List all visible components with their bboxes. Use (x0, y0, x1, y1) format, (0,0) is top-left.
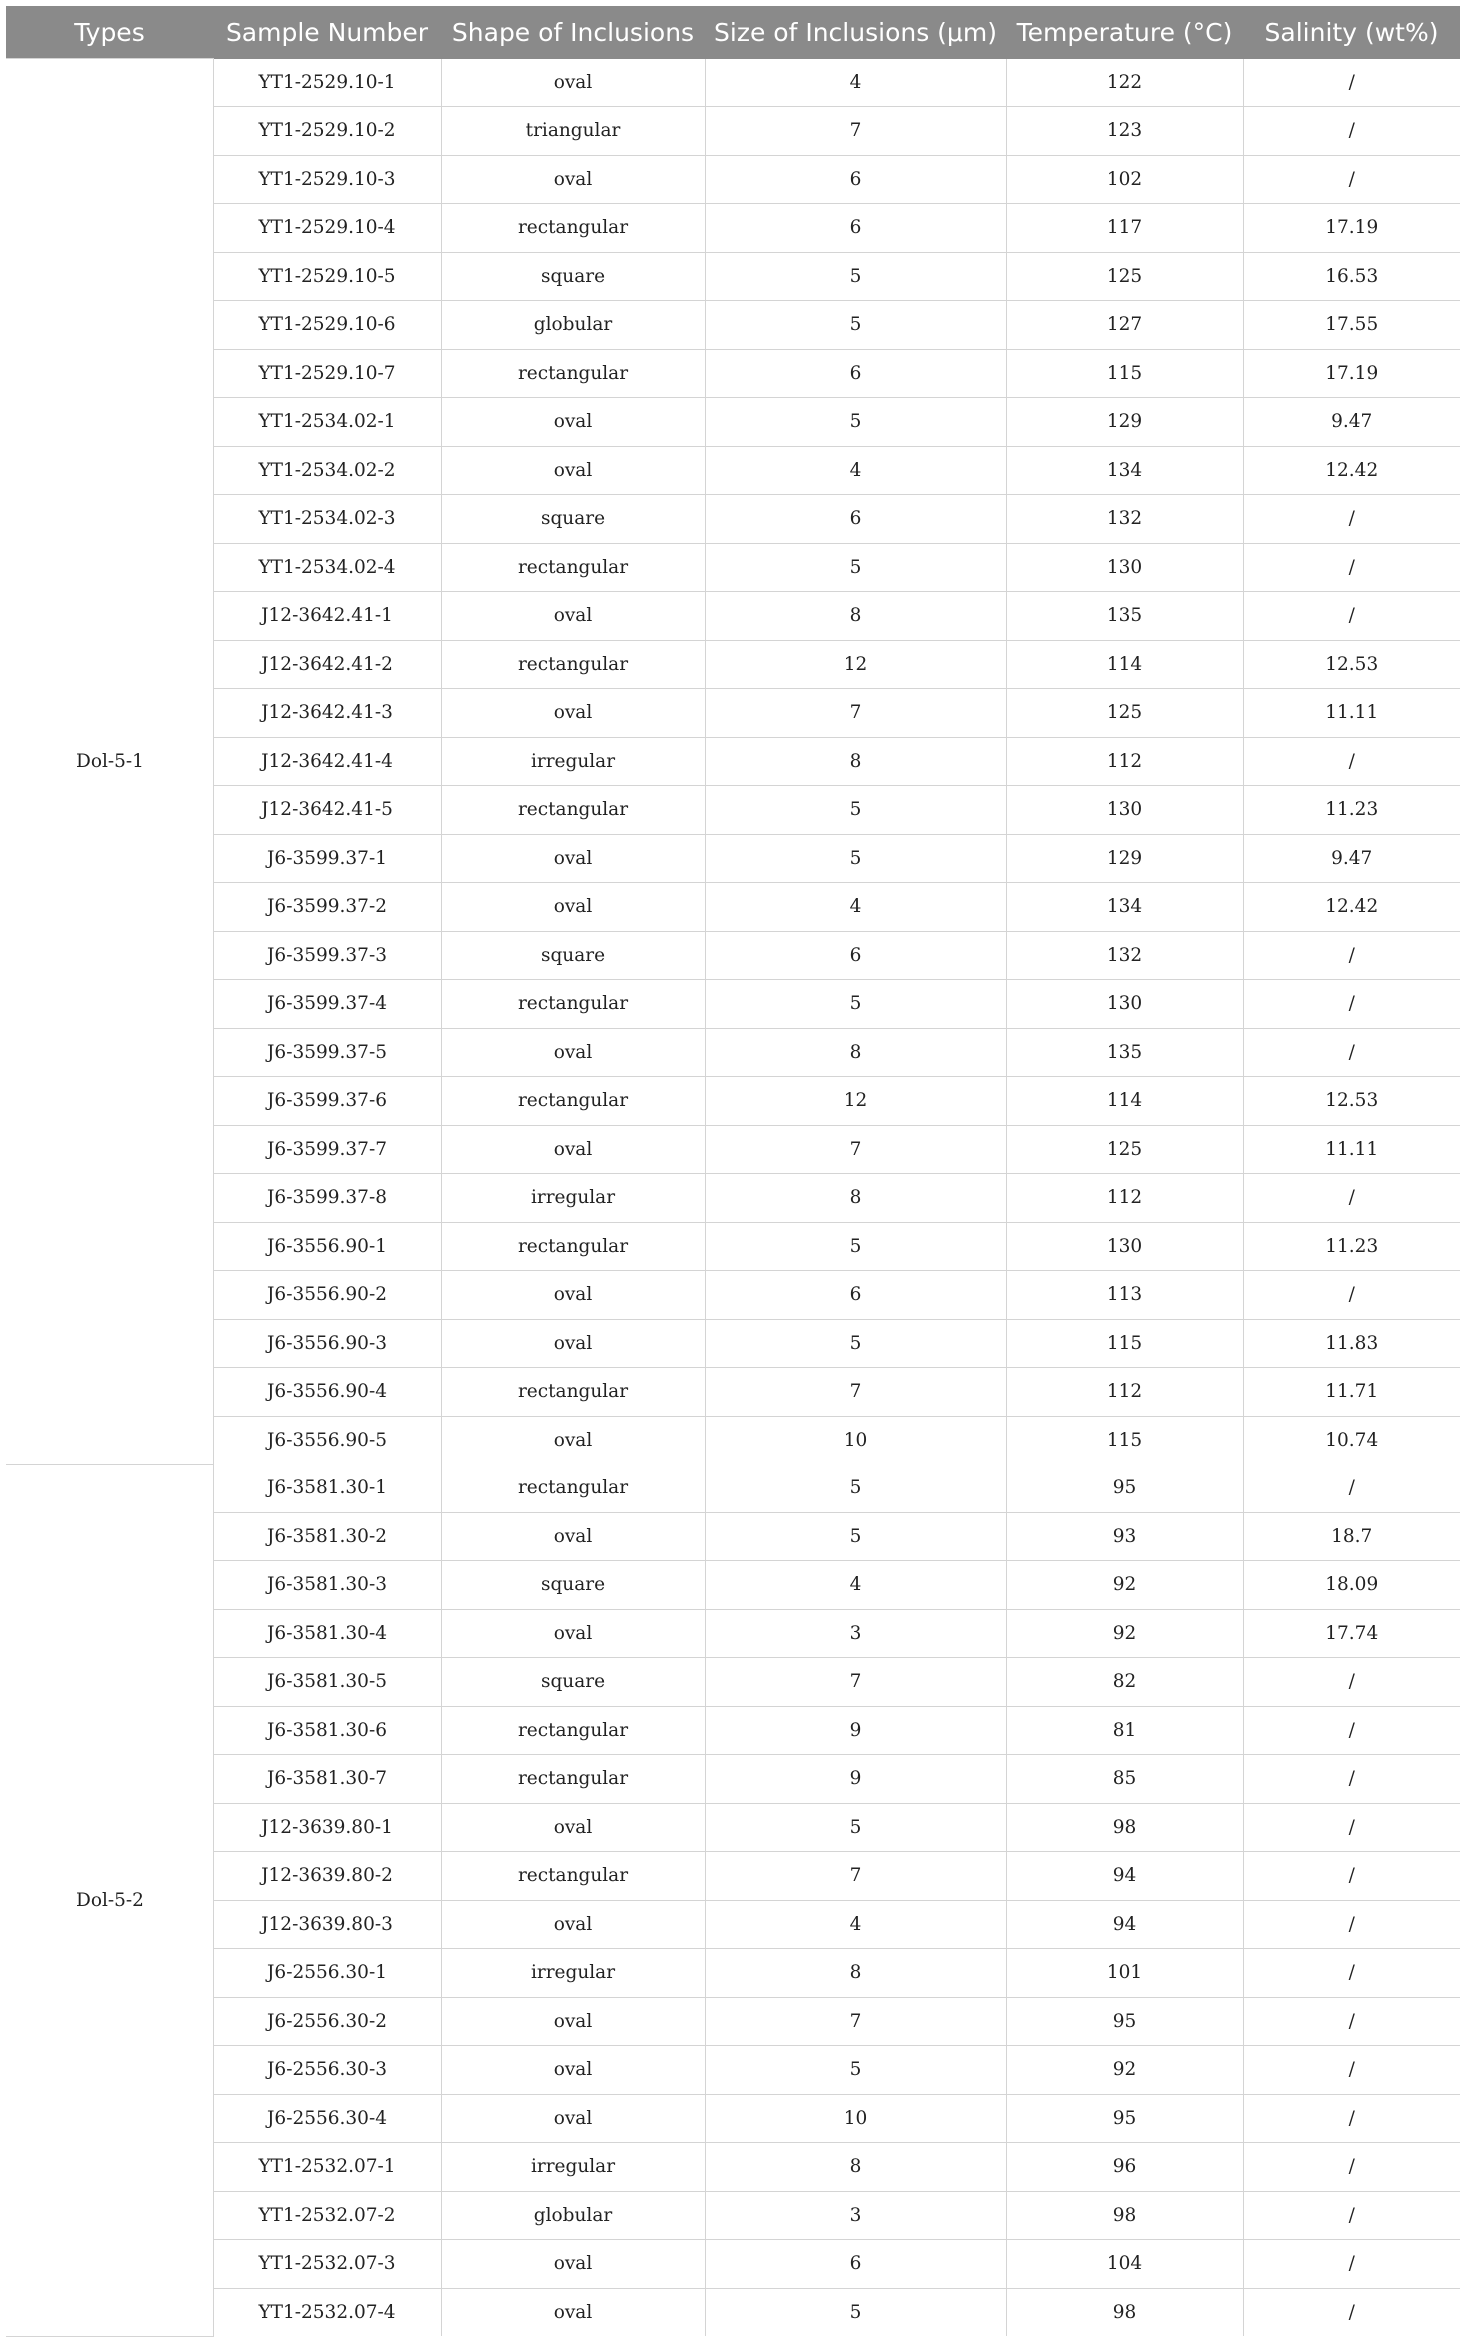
table-row (6, 204, 1460, 253)
cell-shape: oval (441, 1900, 705, 1949)
cell-temperature: 134 (1006, 446, 1243, 495)
table-body (6, 59, 1460, 2337)
cell-size: 6 (705, 155, 1006, 204)
table-row (6, 1222, 1460, 1271)
cell-size: 8 (705, 1028, 1006, 1077)
cell-shape: irregular (441, 737, 705, 786)
cell-salinity: 11.23 (1243, 786, 1460, 835)
cell-size: 6 (705, 1271, 1006, 1320)
cell-temperature: 130 (1006, 1222, 1243, 1271)
cell-shape: rectangular (441, 786, 705, 835)
cell-temperature: 85 (1006, 1755, 1243, 1804)
table-row (6, 2143, 1460, 2192)
cell-salinity: 16.53 (1243, 252, 1460, 301)
cell-temperature: 134 (1006, 883, 1243, 932)
cell-sample-number: J6-3599.37-1 (213, 834, 441, 883)
cell-temperature: 125 (1006, 689, 1243, 738)
cell-temperature: 96 (1006, 2143, 1243, 2192)
cell-size: 10 (705, 2094, 1006, 2143)
cell-temperature: 125 (1006, 252, 1243, 301)
cell-sample-number: J6-3556.90-1 (213, 1222, 441, 1271)
cell-salinity: 18.7 (1243, 1512, 1460, 1561)
cell-salinity: / (1243, 2191, 1460, 2240)
cell-shape: oval (441, 834, 705, 883)
cell-sample-number: J6-2556.30-1 (213, 1949, 441, 1998)
cell-shape: oval (441, 1416, 705, 1464)
table-row (6, 1852, 1460, 1901)
cell-size: 5 (705, 786, 1006, 835)
cell-shape: oval (441, 1512, 705, 1561)
cell-temperature: 132 (1006, 495, 1243, 544)
cell-sample-number: J6-3556.90-3 (213, 1319, 441, 1368)
header-temperature: Temperature (°C) (1006, 6, 1243, 59)
cell-sample-number: J6-2556.30-4 (213, 2094, 441, 2143)
cell-size: 5 (705, 1803, 1006, 1852)
cell-temperature: 115 (1006, 349, 1243, 398)
cell-shape: irregular (441, 1174, 705, 1223)
cell-size: 8 (705, 737, 1006, 786)
cell-sample-number: YT1-2534.02-1 (213, 398, 441, 447)
table-row (6, 2191, 1460, 2240)
cell-size: 7 (705, 1658, 1006, 1707)
cell-shape: oval (441, 1271, 705, 1320)
cell-size: 4 (705, 1900, 1006, 1949)
cell-size: 5 (705, 980, 1006, 1029)
cell-salinity: 12.53 (1243, 1077, 1460, 1126)
cell-size: 7 (705, 107, 1006, 156)
cell-shape: irregular (441, 1949, 705, 1998)
cell-sample-number: J6-3581.30-3 (213, 1561, 441, 1610)
cell-shape: square (441, 252, 705, 301)
cell-type: Dol-5-1 (6, 59, 213, 1465)
cell-salinity: / (1243, 1706, 1460, 1755)
cell-shape: rectangular (441, 640, 705, 689)
cell-shape: rectangular (441, 204, 705, 253)
table-row (6, 1609, 1460, 1658)
cell-salinity: / (1243, 592, 1460, 641)
table-row (6, 1658, 1460, 1707)
cell-temperature: 114 (1006, 640, 1243, 689)
cell-temperature: 98 (1006, 1803, 1243, 1852)
table-row (6, 2288, 1460, 2336)
table-row (6, 349, 1460, 398)
cell-salinity: 18.09 (1243, 1561, 1460, 1610)
cell-salinity: 10.74 (1243, 1416, 1460, 1464)
cell-salinity: / (1243, 1803, 1460, 1852)
cell-temperature: 82 (1006, 1658, 1243, 1707)
cell-sample-number: YT1-2529.10-6 (213, 301, 441, 350)
header-shape-of-inclusions: Shape of Inclusions (441, 6, 705, 59)
table-row (6, 1271, 1460, 1320)
cell-temperature: 135 (1006, 1028, 1243, 1077)
cell-salinity: / (1243, 2094, 1460, 2143)
table-row (6, 107, 1460, 156)
inclusions-table (6, 6, 1460, 2337)
table-row (6, 931, 1460, 980)
cell-salinity: / (1243, 2046, 1460, 2095)
table-row (6, 1464, 1460, 1512)
cell-sample-number: YT1-2534.02-2 (213, 446, 441, 495)
cell-salinity: / (1243, 931, 1460, 980)
cell-size: 3 (705, 2191, 1006, 2240)
cell-size: 10 (705, 1416, 1006, 1464)
table-row (6, 1416, 1460, 1464)
table-row (6, 1900, 1460, 1949)
cell-size: 8 (705, 2143, 1006, 2192)
cell-sample-number: J6-3581.30-6 (213, 1706, 441, 1755)
cell-salinity: 12.53 (1243, 640, 1460, 689)
cell-salinity: / (1243, 1271, 1460, 1320)
cell-sample-number: J12-3642.41-2 (213, 640, 441, 689)
cell-temperature: 129 (1006, 834, 1243, 883)
cell-salinity: / (1243, 1900, 1460, 1949)
cell-size: 6 (705, 349, 1006, 398)
cell-size: 5 (705, 1464, 1006, 1512)
cell-sample-number: J12-3642.41-4 (213, 737, 441, 786)
table-row (6, 2094, 1460, 2143)
table-row (6, 2046, 1460, 2095)
cell-sample-number: YT1-2529.10-1 (213, 59, 441, 107)
cell-shape: oval (441, 1609, 705, 1658)
cell-salinity: / (1243, 543, 1460, 592)
cell-salinity: 11.23 (1243, 1222, 1460, 1271)
cell-salinity: / (1243, 1852, 1460, 1901)
cell-temperature: 98 (1006, 2288, 1243, 2336)
cell-shape: rectangular (441, 1755, 705, 1804)
cell-salinity: / (1243, 980, 1460, 1029)
cell-size: 5 (705, 1222, 1006, 1271)
cell-sample-number: YT1-2529.10-4 (213, 204, 441, 253)
table-row (6, 155, 1460, 204)
cell-salinity: 17.19 (1243, 204, 1460, 253)
cell-temperature: 117 (1006, 204, 1243, 253)
cell-salinity: / (1243, 1997, 1460, 2046)
cell-temperature: 135 (1006, 592, 1243, 641)
cell-salinity: / (1243, 2288, 1460, 2336)
cell-shape: irregular (441, 2143, 705, 2192)
cell-sample-number: J12-3642.41-1 (213, 592, 441, 641)
cell-size: 7 (705, 1852, 1006, 1901)
cell-salinity: 11.11 (1243, 689, 1460, 738)
cell-shape: rectangular (441, 349, 705, 398)
cell-salinity: 11.71 (1243, 1368, 1460, 1417)
cell-sample-number: J6-3599.37-3 (213, 931, 441, 980)
cell-shape: rectangular (441, 980, 705, 1029)
cell-shape: oval (441, 2046, 705, 2095)
cell-size: 6 (705, 931, 1006, 980)
cell-temperature: 102 (1006, 155, 1243, 204)
table-row (6, 1368, 1460, 1417)
cell-shape: oval (441, 2288, 705, 2336)
cell-sample-number: J6-3581.30-7 (213, 1755, 441, 1804)
cell-sample-number: J12-3639.80-3 (213, 1900, 441, 1949)
cell-temperature: 115 (1006, 1319, 1243, 1368)
cell-shape: square (441, 931, 705, 980)
cell-salinity: 12.42 (1243, 446, 1460, 495)
cell-salinity: 11.83 (1243, 1319, 1460, 1368)
cell-salinity: / (1243, 107, 1460, 156)
cell-sample-number: YT1-2532.07-4 (213, 2288, 441, 2336)
cell-salinity: / (1243, 1755, 1460, 1804)
cell-temperature: 112 (1006, 737, 1243, 786)
table-row (6, 446, 1460, 495)
cell-temperature: 114 (1006, 1077, 1243, 1126)
table-row (6, 1706, 1460, 1755)
table-row (6, 689, 1460, 738)
table-row (6, 834, 1460, 883)
header-sample-number: Sample Number (213, 6, 441, 59)
cell-shape: rectangular (441, 1706, 705, 1755)
table-row (6, 1174, 1460, 1223)
table-row (6, 1125, 1460, 1174)
cell-sample-number: J12-3639.80-1 (213, 1803, 441, 1852)
cell-temperature: 113 (1006, 1271, 1243, 1320)
cell-size: 9 (705, 1755, 1006, 1804)
cell-size: 4 (705, 1561, 1006, 1610)
cell-sample-number: J6-3599.37-4 (213, 980, 441, 1029)
cell-size: 4 (705, 883, 1006, 932)
cell-shape: oval (441, 59, 705, 107)
cell-size: 5 (705, 301, 1006, 350)
cell-temperature: 130 (1006, 543, 1243, 592)
cell-size: 3 (705, 1609, 1006, 1658)
cell-sample-number: YT1-2529.10-5 (213, 252, 441, 301)
cell-shape: rectangular (441, 1464, 705, 1512)
cell-shape: globular (441, 2191, 705, 2240)
cell-shape: square (441, 1561, 705, 1610)
cell-temperature: 125 (1006, 1125, 1243, 1174)
cell-shape: rectangular (441, 1077, 705, 1126)
cell-temperature: 92 (1006, 2046, 1243, 2095)
table-row (6, 980, 1460, 1029)
cell-sample-number: J6-3599.37-7 (213, 1125, 441, 1174)
cell-temperature: 129 (1006, 398, 1243, 447)
table-row (6, 1997, 1460, 2046)
cell-temperature: 101 (1006, 1949, 1243, 1998)
cell-temperature: 104 (1006, 2240, 1243, 2289)
table-row (6, 1561, 1460, 1610)
cell-shape: oval (441, 689, 705, 738)
cell-shape: rectangular (441, 1368, 705, 1417)
header-types: Types (6, 6, 213, 59)
cell-shape: oval (441, 2094, 705, 2143)
cell-sample-number: YT1-2532.07-1 (213, 2143, 441, 2192)
header-size-of-inclusions: Size of Inclusions (μm) (705, 6, 1006, 59)
cell-temperature: 130 (1006, 980, 1243, 1029)
cell-size: 5 (705, 1512, 1006, 1561)
cell-temperature: 112 (1006, 1174, 1243, 1223)
cell-sample-number: J6-3581.30-2 (213, 1512, 441, 1561)
table-row (6, 2240, 1460, 2289)
header-row (6, 6, 1460, 59)
cell-shape: square (441, 1658, 705, 1707)
cell-temperature: 123 (1006, 107, 1243, 156)
cell-salinity: / (1243, 737, 1460, 786)
cell-sample-number: YT1-2529.10-7 (213, 349, 441, 398)
cell-shape: rectangular (441, 1222, 705, 1271)
table-header (6, 6, 1460, 59)
cell-size: 9 (705, 1706, 1006, 1755)
cell-shape: oval (441, 1803, 705, 1852)
cell-salinity: 12.42 (1243, 883, 1460, 932)
table-row (6, 786, 1460, 835)
cell-shape: oval (441, 1028, 705, 1077)
cell-sample-number: J6-3556.90-4 (213, 1368, 441, 1417)
cell-temperature: 112 (1006, 1368, 1243, 1417)
cell-temperature: 95 (1006, 2094, 1243, 2143)
header-salinity: Salinity (wt%) (1243, 6, 1460, 59)
table-row (6, 1028, 1460, 1077)
cell-temperature: 81 (1006, 1706, 1243, 1755)
cell-temperature: 115 (1006, 1416, 1243, 1464)
cell-sample-number: J6-2556.30-3 (213, 2046, 441, 2095)
cell-size: 7 (705, 689, 1006, 738)
table-row (6, 883, 1460, 932)
cell-temperature: 127 (1006, 301, 1243, 350)
cell-shape: oval (441, 398, 705, 447)
cell-salinity: / (1243, 155, 1460, 204)
cell-salinity: / (1243, 1949, 1460, 1998)
cell-salinity: / (1243, 1464, 1460, 1512)
table-row (6, 1319, 1460, 1368)
cell-size: 12 (705, 1077, 1006, 1126)
cell-temperature: 132 (1006, 931, 1243, 980)
cell-sample-number: J12-3642.41-5 (213, 786, 441, 835)
cell-temperature: 94 (1006, 1900, 1243, 1949)
cell-salinity: 17.55 (1243, 301, 1460, 350)
cell-salinity: / (1243, 2143, 1460, 2192)
cell-size: 5 (705, 2046, 1006, 2095)
cell-size: 6 (705, 495, 1006, 544)
cell-shape: rectangular (441, 543, 705, 592)
cell-salinity: / (1243, 495, 1460, 544)
cell-sample-number: J12-3642.41-3 (213, 689, 441, 738)
cell-shape: oval (441, 155, 705, 204)
cell-sample-number: YT1-2534.02-3 (213, 495, 441, 544)
cell-temperature: 122 (1006, 59, 1243, 107)
cell-shape: oval (441, 592, 705, 641)
cell-size: 4 (705, 59, 1006, 107)
cell-size: 8 (705, 1949, 1006, 1998)
table-row (6, 398, 1460, 447)
table-row (6, 737, 1460, 786)
cell-temperature: 92 (1006, 1609, 1243, 1658)
cell-shape: rectangular (441, 1852, 705, 1901)
cell-size: 8 (705, 1174, 1006, 1223)
table-row (6, 1949, 1460, 1998)
cell-salinity: 9.47 (1243, 398, 1460, 447)
cell-sample-number: J6-3556.90-5 (213, 1416, 441, 1464)
cell-sample-number: YT1-2529.10-2 (213, 107, 441, 156)
cell-shape: oval (441, 1125, 705, 1174)
cell-salinity: 11.11 (1243, 1125, 1460, 1174)
cell-temperature: 94 (1006, 1852, 1243, 1901)
table-row (6, 1803, 1460, 1852)
table-row (6, 592, 1460, 641)
cell-temperature: 130 (1006, 786, 1243, 835)
cell-temperature: 93 (1006, 1512, 1243, 1561)
cell-sample-number: J6-3599.37-2 (213, 883, 441, 932)
cell-size: 12 (705, 640, 1006, 689)
table-row (6, 59, 1460, 107)
cell-sample-number: J12-3639.80-2 (213, 1852, 441, 1901)
table-row (6, 543, 1460, 592)
cell-sample-number: J6-3556.90-2 (213, 1271, 441, 1320)
cell-size: 6 (705, 2240, 1006, 2289)
cell-size: 4 (705, 446, 1006, 495)
cell-sample-number: YT1-2532.07-3 (213, 2240, 441, 2289)
cell-sample-number: J6-3599.37-8 (213, 1174, 441, 1223)
cell-salinity: / (1243, 2240, 1460, 2289)
cell-shape: oval (441, 2240, 705, 2289)
cell-size: 7 (705, 1125, 1006, 1174)
cell-sample-number: J6-3599.37-6 (213, 1077, 441, 1126)
cell-size: 5 (705, 543, 1006, 592)
cell-size: 5 (705, 398, 1006, 447)
table-row (6, 1077, 1460, 1126)
cell-temperature: 92 (1006, 1561, 1243, 1610)
cell-size: 7 (705, 1997, 1006, 2046)
cell-shape: globular (441, 301, 705, 350)
table-row (6, 495, 1460, 544)
cell-size: 5 (705, 2288, 1006, 2336)
cell-size: 5 (705, 1319, 1006, 1368)
cell-sample-number: YT1-2532.07-2 (213, 2191, 441, 2240)
cell-salinity: 17.74 (1243, 1609, 1460, 1658)
cell-sample-number: J6-3581.30-4 (213, 1609, 441, 1658)
cell-size: 7 (705, 1368, 1006, 1417)
cell-shape: oval (441, 446, 705, 495)
cell-size: 8 (705, 592, 1006, 641)
cell-sample-number: YT1-2534.02-4 (213, 543, 441, 592)
cell-salinity: / (1243, 1658, 1460, 1707)
cell-temperature: 98 (1006, 2191, 1243, 2240)
cell-shape: oval (441, 1319, 705, 1368)
cell-shape: square (441, 495, 705, 544)
cell-size: 5 (705, 252, 1006, 301)
table-row (6, 1755, 1460, 1804)
cell-salinity: 17.19 (1243, 349, 1460, 398)
cell-shape: oval (441, 1997, 705, 2046)
cell-sample-number: YT1-2529.10-3 (213, 155, 441, 204)
table-row (6, 301, 1460, 350)
cell-shape: triangular (441, 107, 705, 156)
cell-temperature: 95 (1006, 1997, 1243, 2046)
table-row (6, 252, 1460, 301)
cell-shape: oval (441, 883, 705, 932)
cell-salinity: 9.47 (1243, 834, 1460, 883)
cell-temperature: 95 (1006, 1464, 1243, 1512)
cell-size: 5 (705, 834, 1006, 883)
cell-type: Dol-5-2 (6, 1464, 213, 2336)
cell-sample-number: J6-2556.30-2 (213, 1997, 441, 2046)
cell-salinity: / (1243, 59, 1460, 107)
cell-sample-number: J6-3581.30-5 (213, 1658, 441, 1707)
cell-salinity: / (1243, 1028, 1460, 1077)
table-row (6, 640, 1460, 689)
cell-sample-number: J6-3599.37-5 (213, 1028, 441, 1077)
cell-size: 6 (705, 204, 1006, 253)
cell-salinity: / (1243, 1174, 1460, 1223)
table-row (6, 1512, 1460, 1561)
cell-sample-number: J6-3581.30-1 (213, 1464, 441, 1512)
